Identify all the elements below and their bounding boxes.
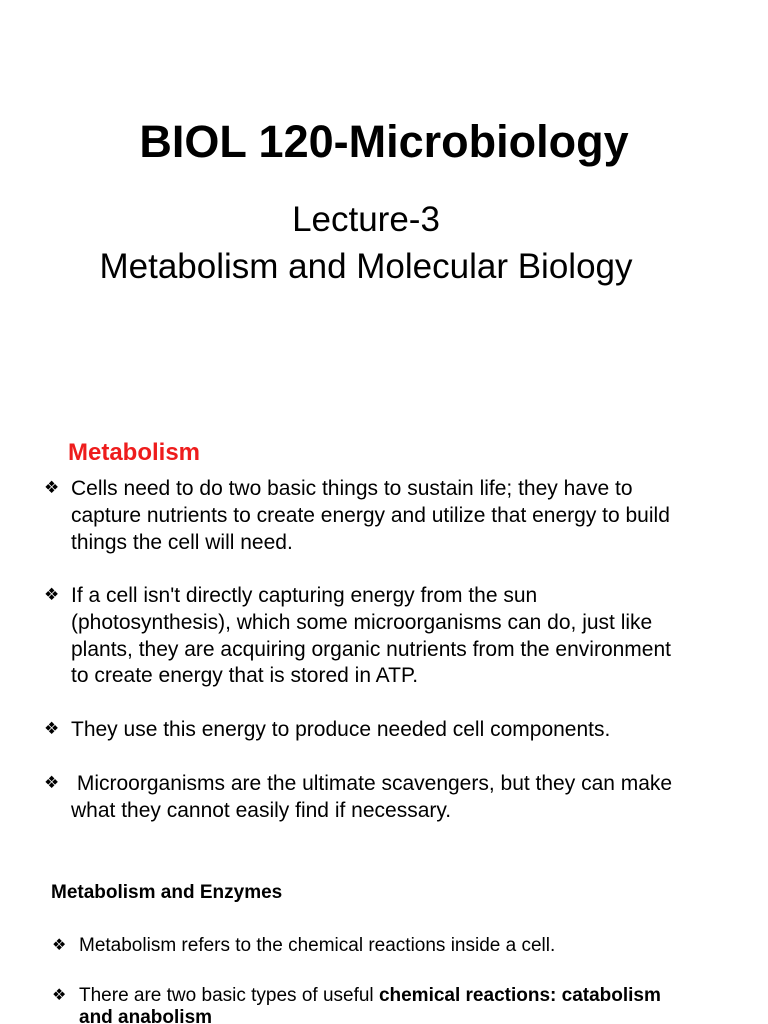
- page-title: BIOL 120-Microbiology: [139, 116, 629, 167]
- bullet-text: Metabolism refers to the chemical reactions inside a cell.: [79, 935, 556, 956]
- lecture-number: Lecture-3: [292, 200, 440, 239]
- bullet-text-bold: chemical reactions: catabolism and anabolism: [79, 985, 661, 1024]
- diamond-bullet-icon: ❖: [52, 987, 67, 1004]
- bullet-text-plain: There are two basic types of useful: [79, 985, 379, 1006]
- list-item: [52, 935, 692, 957]
- diamond-bullet-icon: ❖: [44, 719, 60, 738]
- diamond-bullet-icon: ❖: [52, 937, 67, 954]
- bullet-text: Microorganisms are the ultimate scavengers, but they can make what they cannot easily find if necessary.: [71, 772, 678, 822]
- list-item: [44, 771, 684, 825]
- enzymes-heading: Metabolism and Enzymes: [51, 882, 283, 903]
- lecture-topic: Metabolism and Molecular Biology: [99, 247, 633, 286]
- diamond-bullet-icon: ❖: [44, 585, 60, 604]
- metabolism-heading: Metabolism: [68, 439, 201, 466]
- diamond-bullet-icon: ❖: [44, 478, 60, 497]
- bullet-text: They use this energy to produce needed cell components.: [71, 718, 611, 741]
- bullet-text: [79, 985, 692, 1024]
- bullet-text: Cells need to do two basic things to sustain life; they have to capture nutrients to create energy and utilize that energy to build things the cell will need.: [71, 477, 670, 554]
- diamond-bullet-icon: ❖: [44, 773, 60, 792]
- list-item: [44, 717, 684, 744]
- bullet-text: If a cell isn't directly capturing energy from the sun (photosynthesis), which some microorganisms can do, just like plants, they are acquiring organic nutrients from the environment to create energy that is stored in ATP.: [71, 584, 671, 688]
- list-item: [44, 583, 684, 690]
- list-item: [52, 985, 692, 1024]
- list-item: [44, 476, 684, 556]
